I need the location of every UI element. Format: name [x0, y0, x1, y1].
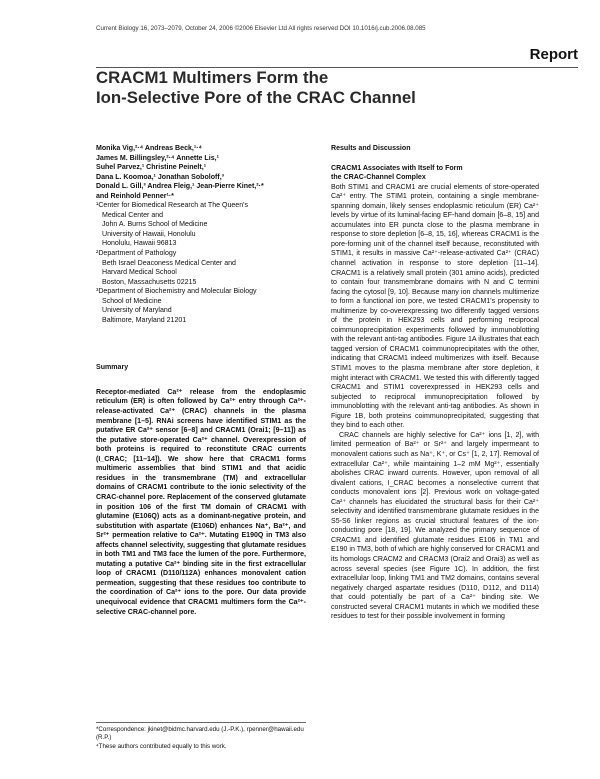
equal-contribution-note: ⁴These authors contributed equally to this work. [96, 742, 227, 750]
subsection-heading-line-1: CRACM1 Associates with Itself to Form [331, 164, 463, 172]
right-column [331, 144, 539, 622]
article-title [96, 68, 556, 107]
results-paragraph-2: CRAC channels are highly selective for Ca²⁺ ions [1, 2], with limited permeation of Ba²⁺ or Sr²⁺ and largely impermeant to monovalent cations such as Na⁺, K⁺, or Cs⁺ [1, 2, 17]. Removal of extracellular Ca²⁺, while maintaining 1–2 mM Mg²⁺, essentially abolishes CRAC inward currents. However, upon removal of all divalent cations, I_CRAC becomes a nonselective current that conducts monovalent ions [2]. Previous work on voltage-gated Ca²⁺ channels has elucidated the structural basis for their Ca²⁺ selectivity and identified transmembrane glutamate residues in the S5-S6 linker regions as crucial structural features of the ion-conducting pore [18, 19]. We analyzed the primary sequence of CRACM1 and identified glutamate residues E106 in TM1 and E190 in TM3, both of which are highly conserved for CRACM1 and its homologs CRACM2 and CRACM3 (Orai2 and Orai3) as well as across several species (see Figure 1C). In addition, the first extracellular loop, linking TM1 and TM2 domains, contains several negatively charged aspartate residues (D110, D112, and D114) that could potentially be part of a Ca²⁺ binding site. We constructed several CRACM1 mutants in which we modified these residues to test for their possible involvement in forming [331, 431, 539, 621]
affiliation-line: Harvard Medical School [102, 269, 177, 277]
affiliation-line: Baltimore, Maryland 21201 [102, 316, 187, 324]
author-line: Monika Vig,²·⁴ Andreas Beck,¹·⁴ [96, 145, 203, 152]
summary-heading: Summary [96, 364, 129, 372]
affiliation-line: University of Hawaii, Honolulu [102, 230, 196, 238]
subsection-heading [331, 164, 539, 183]
author-line: Dana L. Koomoa,¹ Jonathan Soboloff,³ [96, 173, 225, 181]
affiliation-line: Honolulu, Hawaii 96813 [102, 240, 177, 248]
affiliation-line: ¹Center for Biomedical Research at The Queen's [96, 202, 249, 210]
article-type-label: Report [529, 46, 578, 63]
title-line-1: CRACM1 Multimers Form the [96, 68, 329, 87]
results-heading: Results and Discussion [331, 145, 411, 152]
summary-text: Receptor-mediated Ca²⁺ release from the endoplasmic reticulum (ER) is often followed by Ca²⁺ entry through Ca²⁺-release-activated Ca²⁺ (CRAC) channels in the plasma membrane [1–5]. RNAi screens have identified STIM1 as the putative ER Ca²⁺ sensor [6–8] and CRACM1 (Orai1; [9–11]) as the putative store-operated Ca²⁺ channel. Overexpression of both proteins is required to reconstitute CRAC currents (I_CRAC; [11–14]). We show here that CRACM1 forms multimeric assemblies that bind STIM1 and that acidic residues in the transmembrane (TM) and extracellular domains of CRACM1 contribute to the ionic selectivity of the CRAC-channel pore. Replacement of the conserved glutamate in position 106 of the first TM domain of CRACM1 with glutamine (E106Q) acts as a dominant-negative protein, and substitution with aspartate (E106D) enhances Na⁺, Ba²⁺, and Sr²⁺ permeation relative to Ca²⁺. Mutating E190Q in TM3 also affects channel selectivity, suggesting that glutamate residues in both TM1 and TM3 face the lumen of the pore. Furthermore, mutating a putative Ca²⁺ binding site in the first extracellular loop of CRACM1 (D110/112A) enhances monovalent cation permeation, suggesting that these residues too contribute to the coordination of Ca²⁺ ions to the pore. Our data provide unequivocal evidence that CRACM1 multimers form the Ca²⁺-selective CRAC-channel pore. [96, 388, 306, 616]
author-line: James M. Billingsley,²·⁴ Annette Lis,¹ [96, 154, 219, 162]
affiliation-line: Medical Center and [102, 211, 164, 219]
author-line: and Reinhold Penner¹·* [96, 192, 174, 200]
affiliation-line: Boston, Massachusetts 02215 [102, 278, 197, 286]
author-line: Donald L. Gill,³ Andrea Fleig,¹ Jean-Pierre Kinet,²·* [96, 183, 264, 191]
footnotes [96, 722, 306, 751]
affiliation-line: Beth Israel Deaconess Medical Center and [102, 259, 236, 267]
left-column [96, 144, 306, 617]
affiliation-line: ³Department of Biochemistry and Molecular Biology [96, 288, 257, 296]
journal-citation: Current Biology 16, 2073–2079, October 24, 2006 ©2006 Elsevier Ltd All rights reserved DOI 10.1016/j.cub.2006.08.085 [96, 25, 426, 32]
affiliation-list [96, 201, 306, 325]
affiliation-line: John A. Burns School of Medicine [102, 221, 208, 229]
subsection-heading-line-2: the CRAC-Channel Complex [331, 174, 426, 182]
author-list [96, 144, 306, 201]
affiliation-line: School of Medicine [102, 297, 162, 305]
affiliation-line: University of Maryland [102, 307, 172, 315]
author-line: Suhel Parvez,¹ Christine Peinelt,¹ [96, 164, 207, 172]
results-paragraph-1: Both STIM1 and CRACM1 are crucial elements of store-operated Ca²⁺ entry. The STIM1 protein, containing a single membrane-spanning domain, likely senses endoplasmic reticulum (ER) Ca²⁺ levels by virtue of its luminal-facing EF-hand domain [6–8, 15] and accumulates into ER puncta close to the plasma membrane in response to store depletion [6–8, 15, 16], whereas CRACM1 is the pore-forming unit of the channel itself because, reconstituted with STIM1, it results in massive Ca²⁺-release-activated Ca²⁺ (CRAC) channel activation in response to store depletion [11–14]. CRACM1 is a relatively small protein (301 amino acids), predicted to contain four transmembrane domains with N and C termini facing the cytosol [9, 10]. Because many ion channels multimerize to form a functional ion pore, we tested CRACM1's propensity to multimerize by co-overexpressing two differently tagged versions of the protein in HEK293 cells and performing reciprocal coimmunoprecipitation experiments followed by immunoblotting with the relevant anti-tag antibodies. Figure 1A illustrates that each tagged version of CRACM1 coimmunoprecipitates with the other, indicating that CRACM1 indeed multimerizes with itself. Because STIM1 moves to the plasma membrane after store depletion, it might interact with CRACM1. We tested this with differently tagged CRACM1 and STIM1 coverexpressed in HEK293 cells and subjected to reciprocal immunoprecipitation followed by immunoblotting with the relevant anti-tag antibodies. As shown in Figure 1B, both proteins coimmunoprecipitated, suggesting that they bind to each other. [331, 183, 539, 430]
title-line-2: Ion-Selective Pore of the CRAC Channel [96, 87, 416, 107]
affiliation-line: ²Department of Pathology [96, 250, 177, 258]
correspondence-note: *Correspondence: jkinet@bidmc.harvard.edu (J.-P.K.), rpenner@hawaii.edu (R.P.) [96, 726, 304, 742]
